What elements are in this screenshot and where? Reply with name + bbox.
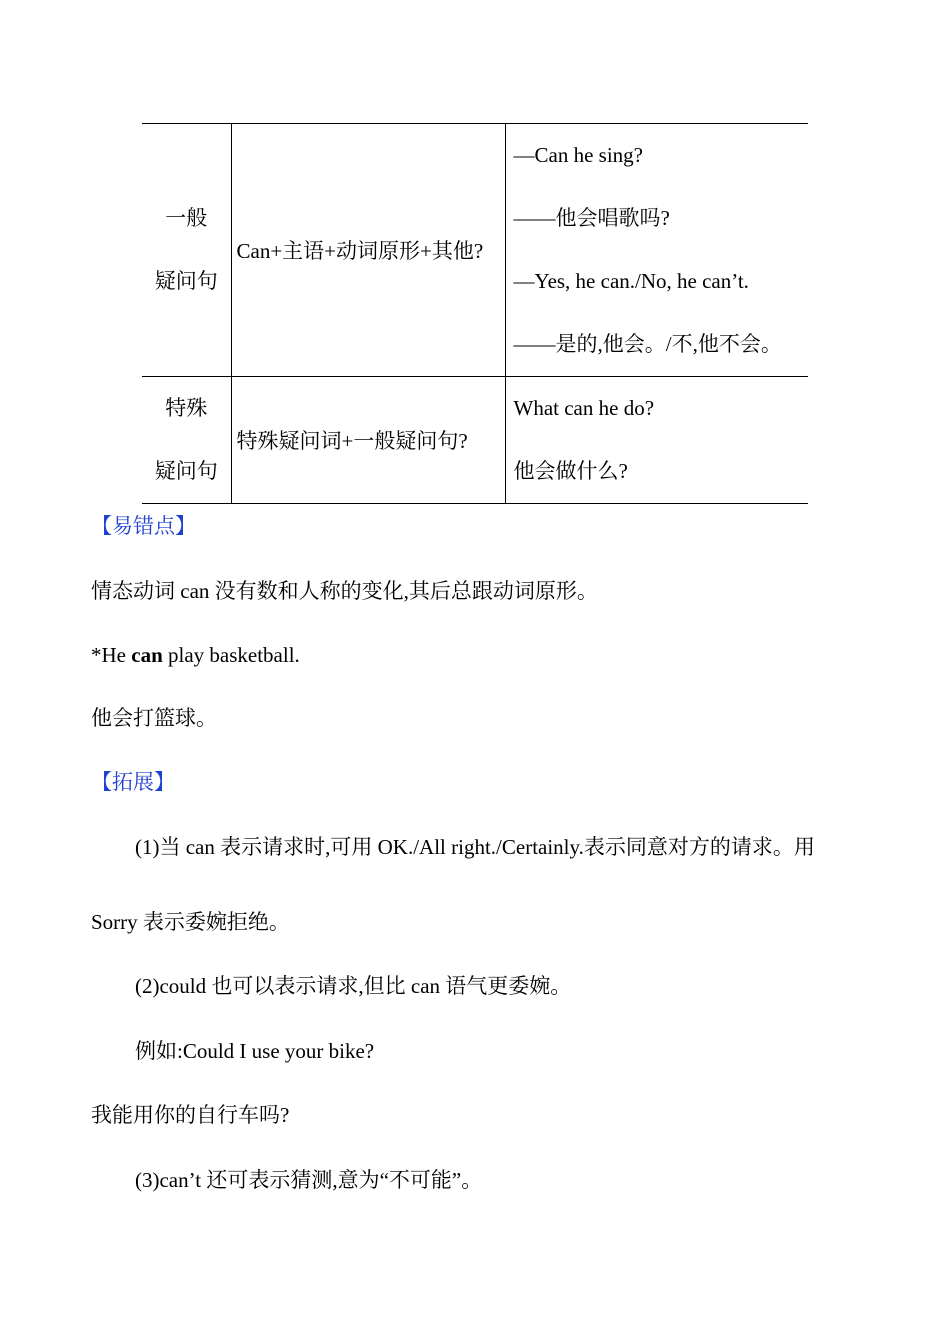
example-cell: [505, 377, 808, 504]
structure-cell: [231, 377, 505, 504]
example-line: 他会做什么?: [513, 459, 628, 483]
structure-text: Can+主语+动词原形+其他?: [236, 239, 484, 263]
example-cell: [505, 124, 808, 377]
table-row: [142, 124, 808, 377]
example-line: ——他会唱歌吗?: [513, 206, 670, 230]
grammar-table: [142, 123, 808, 504]
structure-text: 特殊疑问词+一般疑问句?: [236, 429, 468, 453]
example-prefix: *He: [91, 643, 132, 667]
extension-heading: 【拓展】: [91, 770, 175, 794]
extension-item2-translation: 我能用你的自行车吗?: [91, 1103, 290, 1127]
example-suffix: play basketball.: [162, 643, 300, 667]
example-line: —Can he sing?: [513, 143, 643, 167]
sentence-type-line1: 一般: [165, 206, 208, 230]
table-row: [142, 377, 808, 504]
example-line: —Yes, he can./No, he can’t.: [513, 269, 749, 293]
sentence-type-cell: [142, 124, 231, 377]
extension-item2: (2)could 也可以表示请求,但比 can 语气更委婉。: [135, 974, 572, 998]
sentence-type-cell: [142, 377, 231, 504]
example-line: ——是的,他会。/不,他不会。: [513, 332, 782, 356]
error-rule-text: 情态动词 can 没有数和人称的变化,其后总跟动词原形。: [91, 579, 598, 603]
sentence-type-line1: 特殊: [165, 396, 208, 420]
extension-item1-line1: (1)当 can 表示请求时,可用 OK./All right./Certainly.表示同意对方的请求。用: [135, 835, 815, 859]
extension-item1-line2: Sorry 表示委婉拒绝。: [91, 910, 290, 934]
error-example-translation: 他会打篮球。: [91, 706, 217, 730]
extension-item3: (3)can’t 还可表示猜测,意为“不可能”。: [135, 1168, 483, 1192]
error-points-heading: 【易错点】: [91, 514, 196, 538]
sentence-type-line2: 疑问句: [154, 459, 218, 483]
example-line: What can he do?: [513, 396, 655, 420]
structure-cell: [231, 124, 505, 377]
error-example-sentence: [91, 640, 300, 670]
extension-item2-example: 例如:Could I use your bike?: [135, 1039, 375, 1063]
example-keyword: can: [131, 643, 163, 667]
sentence-type-line2: 疑问句: [154, 269, 218, 293]
